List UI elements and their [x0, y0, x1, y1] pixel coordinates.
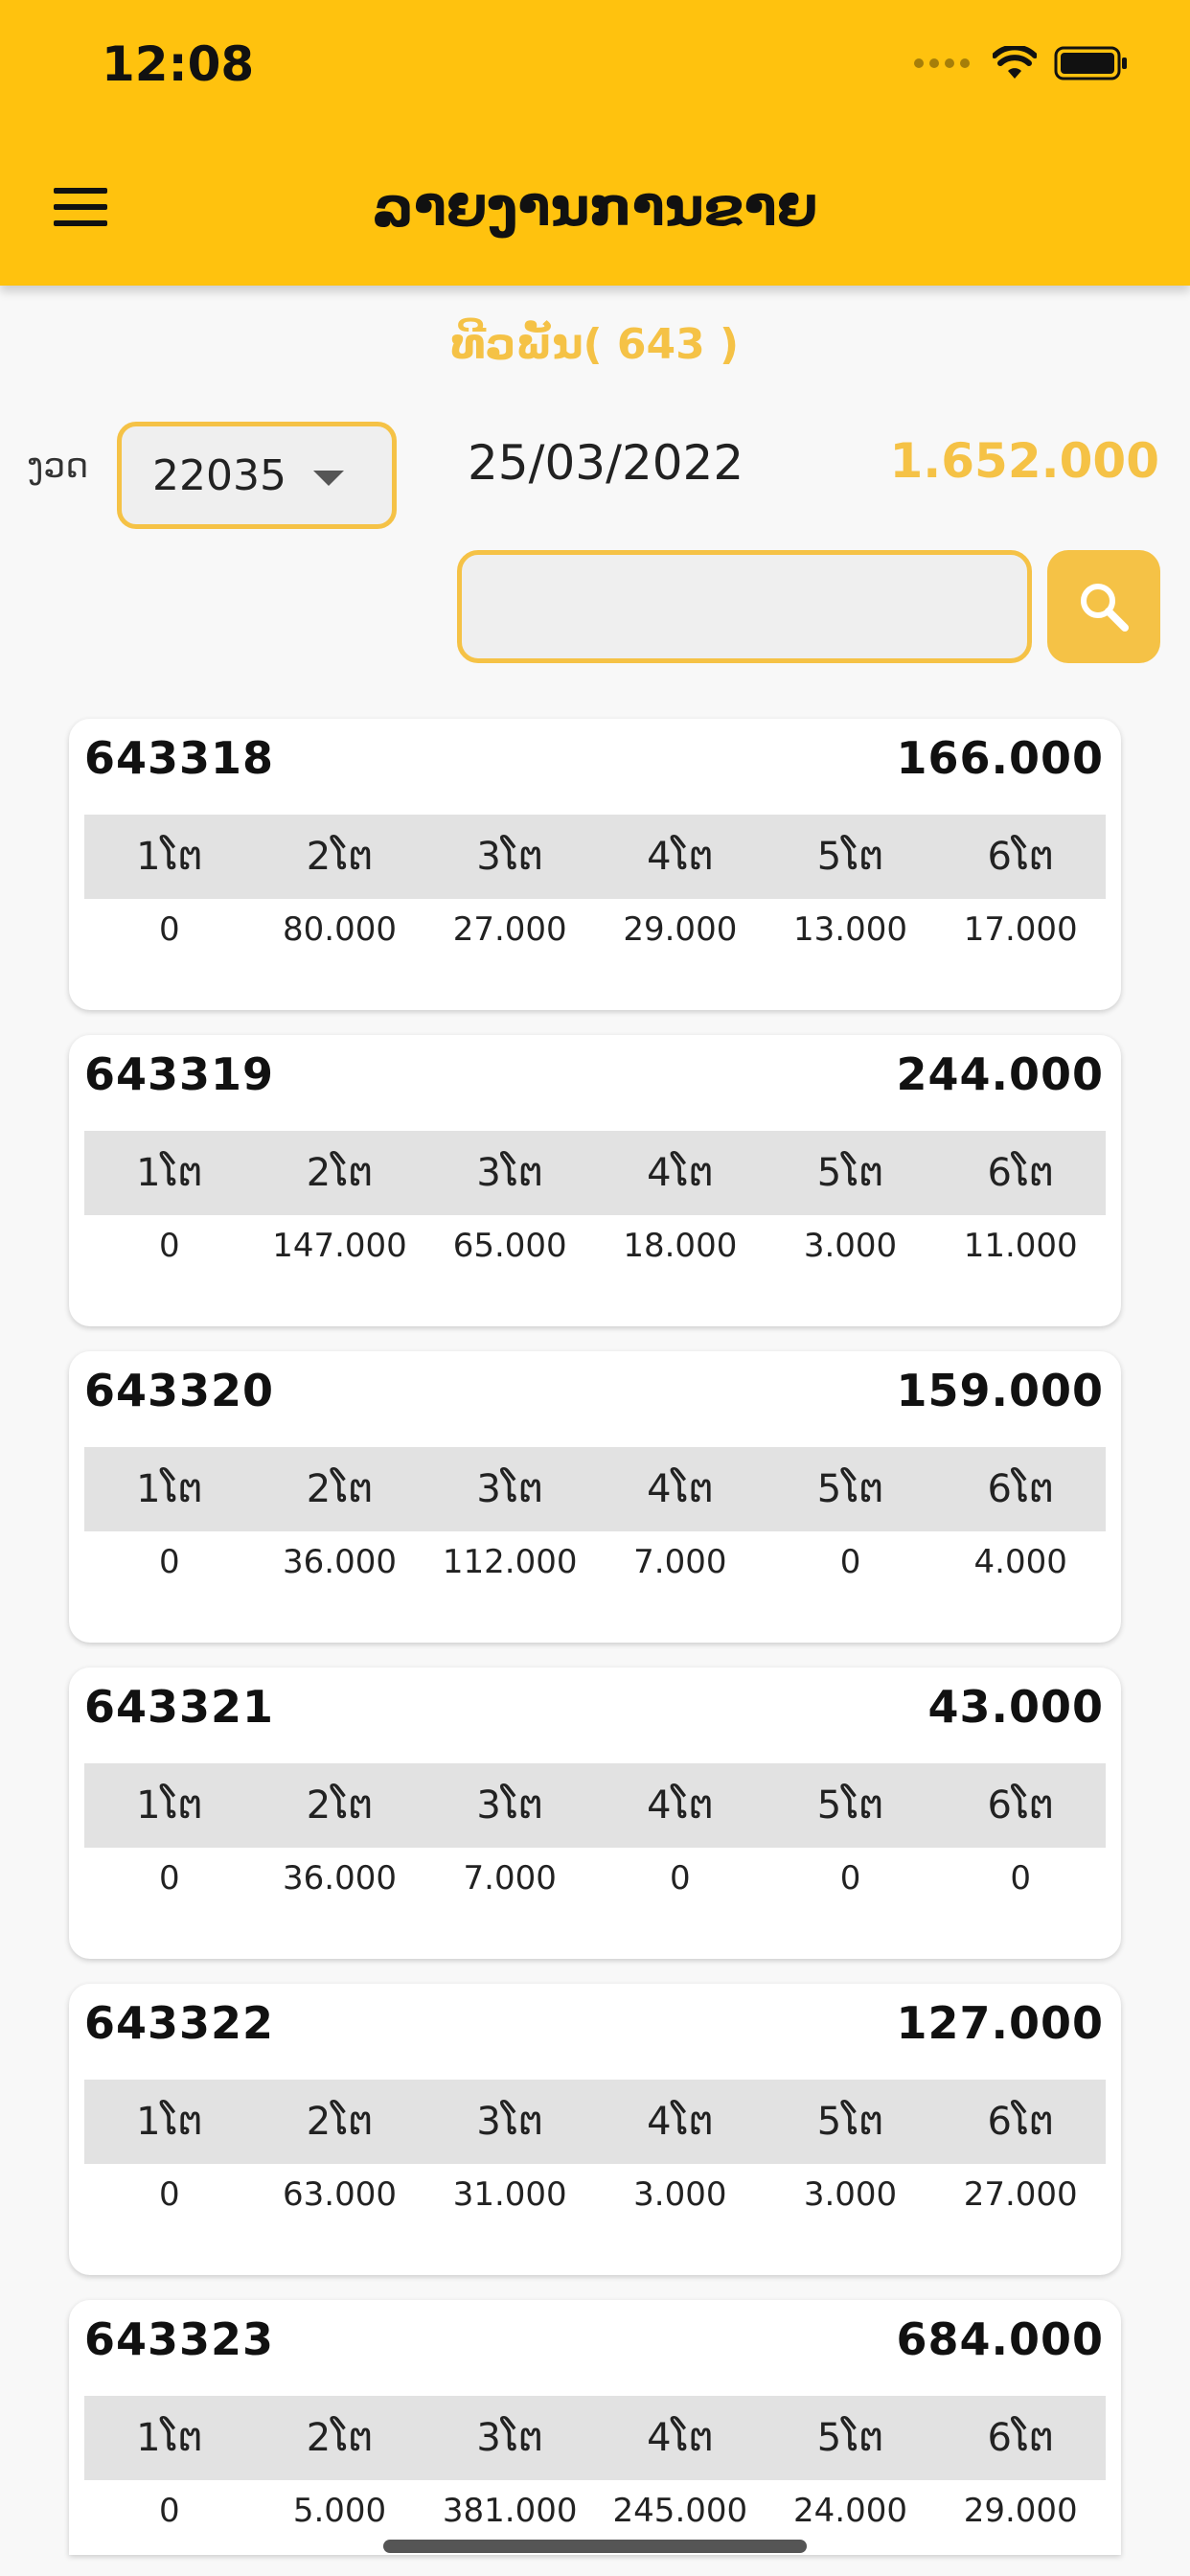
card-table-header	[84, 1131, 1106, 1215]
column-header: 4ໂຕ	[647, 2416, 714, 2460]
sales-card[interactable]	[69, 2300, 1121, 2555]
card-table-row	[84, 1535, 1106, 1589]
cell-value: 0	[670, 1859, 691, 1898]
card-table-header	[84, 2396, 1106, 2480]
column-header: 6ໂຕ	[987, 1151, 1054, 1195]
card-id: 643321	[84, 1681, 275, 1733]
column-header: 5ໂຕ	[816, 2416, 884, 2460]
column-header: 4ໂຕ	[647, 1151, 714, 1195]
cell-value: 0	[839, 1543, 861, 1581]
column-header: 2ໂຕ	[306, 835, 374, 879]
column-header: 2ໂຕ	[306, 1151, 374, 1195]
column-header: 6ໂຕ	[987, 1467, 1054, 1511]
period-select[interactable]	[117, 422, 397, 529]
app-header	[0, 0, 1190, 286]
cell-value: 5.000	[292, 2492, 387, 2530]
column-header: 6ໂຕ	[987, 2416, 1054, 2460]
cell-value: 0	[159, 1859, 180, 1898]
sales-card-list	[69, 719, 1121, 2555]
column-header: 2ໂຕ	[306, 1783, 374, 1828]
column-header: 5ໂຕ	[816, 1467, 884, 1511]
cell-value: 245.000	[612, 2492, 748, 2530]
status-icons	[914, 46, 1129, 80]
cell-value: 0	[159, 2175, 180, 2214]
chevron-down-icon	[313, 471, 344, 486]
card-id: 643323	[84, 2313, 275, 2365]
cell-value: 0	[159, 910, 180, 949]
cell-value: 3.000	[803, 2175, 898, 2214]
column-header: 3ໂຕ	[476, 835, 543, 879]
cell-value: 63.000	[283, 2175, 397, 2214]
column-header: 5ໂຕ	[816, 1783, 884, 1828]
period-label: ງວດ	[27, 447, 89, 486]
cell-value: 4.000	[973, 1543, 1067, 1581]
column-header: 3ໂຕ	[476, 1467, 543, 1511]
card-id: 643318	[84, 732, 275, 784]
column-header: 5ໂຕ	[816, 835, 884, 879]
cell-value: 29.000	[623, 910, 738, 949]
battery-icon	[1054, 46, 1129, 80]
card-table-header	[84, 1763, 1106, 1848]
column-header: 6ໂຕ	[987, 835, 1054, 879]
cell-value: 7.000	[633, 1543, 727, 1581]
cell-value: 0	[159, 2492, 180, 2530]
date-text[interactable]: 25/03/2022	[468, 435, 744, 491]
card-total: 166.000	[896, 732, 1104, 784]
cell-value: 36.000	[283, 1859, 397, 1898]
cell-value: 31.000	[452, 2175, 567, 2214]
cell-value: 65.000	[452, 1227, 567, 1265]
column-header: 3ໂຕ	[476, 1151, 543, 1195]
card-total: 684.000	[896, 2313, 1104, 2365]
card-id: 643319	[84, 1048, 275, 1100]
status-time: 12:08	[102, 36, 255, 92]
cell-value: 80.000	[283, 910, 397, 949]
column-header: 1ໂຕ	[136, 2416, 203, 2460]
cell-value: 29.000	[963, 2492, 1078, 2530]
column-header: 2ໂຕ	[306, 1467, 374, 1511]
sales-card[interactable]	[69, 1351, 1121, 1643]
column-header: 3ໂຕ	[476, 2100, 543, 2144]
cell-value: 0	[159, 1227, 180, 1265]
column-header: 6ໂຕ	[987, 2100, 1054, 2144]
card-id: 643320	[84, 1365, 275, 1416]
column-header: 2ໂຕ	[306, 2416, 374, 2460]
sales-card[interactable]	[69, 1984, 1121, 2275]
cell-value: 36.000	[283, 1543, 397, 1581]
cell-value: 7.000	[463, 1859, 557, 1898]
sales-card[interactable]	[69, 1035, 1121, 1326]
column-header: 1ໂຕ	[136, 1467, 203, 1511]
column-header: 4ໂຕ	[647, 2100, 714, 2144]
column-header: 5ໂຕ	[816, 1151, 884, 1195]
column-header: 3ໂຕ	[476, 1783, 543, 1828]
period-value: 22035	[152, 450, 286, 500]
column-header: 4ໂຕ	[647, 1783, 714, 1828]
card-table-header	[84, 1447, 1106, 1531]
cell-value: 11.000	[963, 1227, 1078, 1265]
search-icon	[1075, 578, 1133, 635]
branch-count: ທີວພັນ( 643 )	[450, 320, 740, 369]
column-header: 4ໂຕ	[647, 1467, 714, 1511]
card-table-row	[84, 2168, 1106, 2221]
column-header: 4ໂຕ	[647, 835, 714, 879]
column-header: 1ໂຕ	[136, 835, 203, 879]
card-total: 127.000	[896, 1997, 1104, 2049]
card-table-header	[84, 2080, 1106, 2164]
card-total: 43.000	[927, 1681, 1104, 1733]
home-indicator[interactable]	[383, 2540, 807, 2553]
page-title: ລາຍງານການຂາຍ	[372, 176, 818, 239]
cell-value: 0	[159, 1543, 180, 1581]
column-header: 2ໂຕ	[306, 2100, 374, 2144]
cell-value: 0	[1010, 1859, 1032, 1898]
card-table-header	[84, 815, 1106, 899]
cell-value: 112.000	[442, 1543, 578, 1581]
column-header: 6ໂຕ	[987, 1783, 1054, 1828]
cell-value: 3.000	[633, 2175, 727, 2214]
cell-value: 147.000	[272, 1227, 407, 1265]
cell-value: 3.000	[803, 1227, 898, 1265]
cell-value: 13.000	[793, 910, 907, 949]
search-button[interactable]	[1047, 550, 1160, 663]
column-header: 5ໂຕ	[816, 2100, 884, 2144]
column-header: 3ໂຕ	[476, 2416, 543, 2460]
card-table-row	[84, 1852, 1106, 1905]
card-table-row	[84, 1219, 1106, 1273]
cell-value: 24.000	[793, 2492, 907, 2530]
card-table-row	[84, 2484, 1106, 2538]
column-header: 1ໂຕ	[136, 1151, 203, 1195]
total-amount: 1.652.000	[889, 433, 1159, 489]
card-total: 244.000	[896, 1048, 1104, 1100]
cell-value: 27.000	[452, 910, 567, 949]
wifi-icon	[993, 46, 1037, 80]
sales-card[interactable]	[69, 1668, 1121, 1959]
card-total: 159.000	[896, 1365, 1104, 1416]
cell-value: 0	[839, 1859, 861, 1898]
cell-value: 18.000	[623, 1227, 738, 1265]
signal-icon	[914, 58, 970, 68]
card-id: 643322	[84, 1997, 275, 2049]
cell-value: 17.000	[963, 910, 1078, 949]
column-header: 1ໂຕ	[136, 2100, 203, 2144]
card-table-row	[84, 903, 1106, 956]
cell-value: 27.000	[963, 2175, 1078, 2214]
sales-card[interactable]	[69, 719, 1121, 1010]
search-input[interactable]	[457, 550, 1032, 663]
column-header: 1ໂຕ	[136, 1783, 203, 1828]
cell-value: 381.000	[442, 2492, 578, 2530]
